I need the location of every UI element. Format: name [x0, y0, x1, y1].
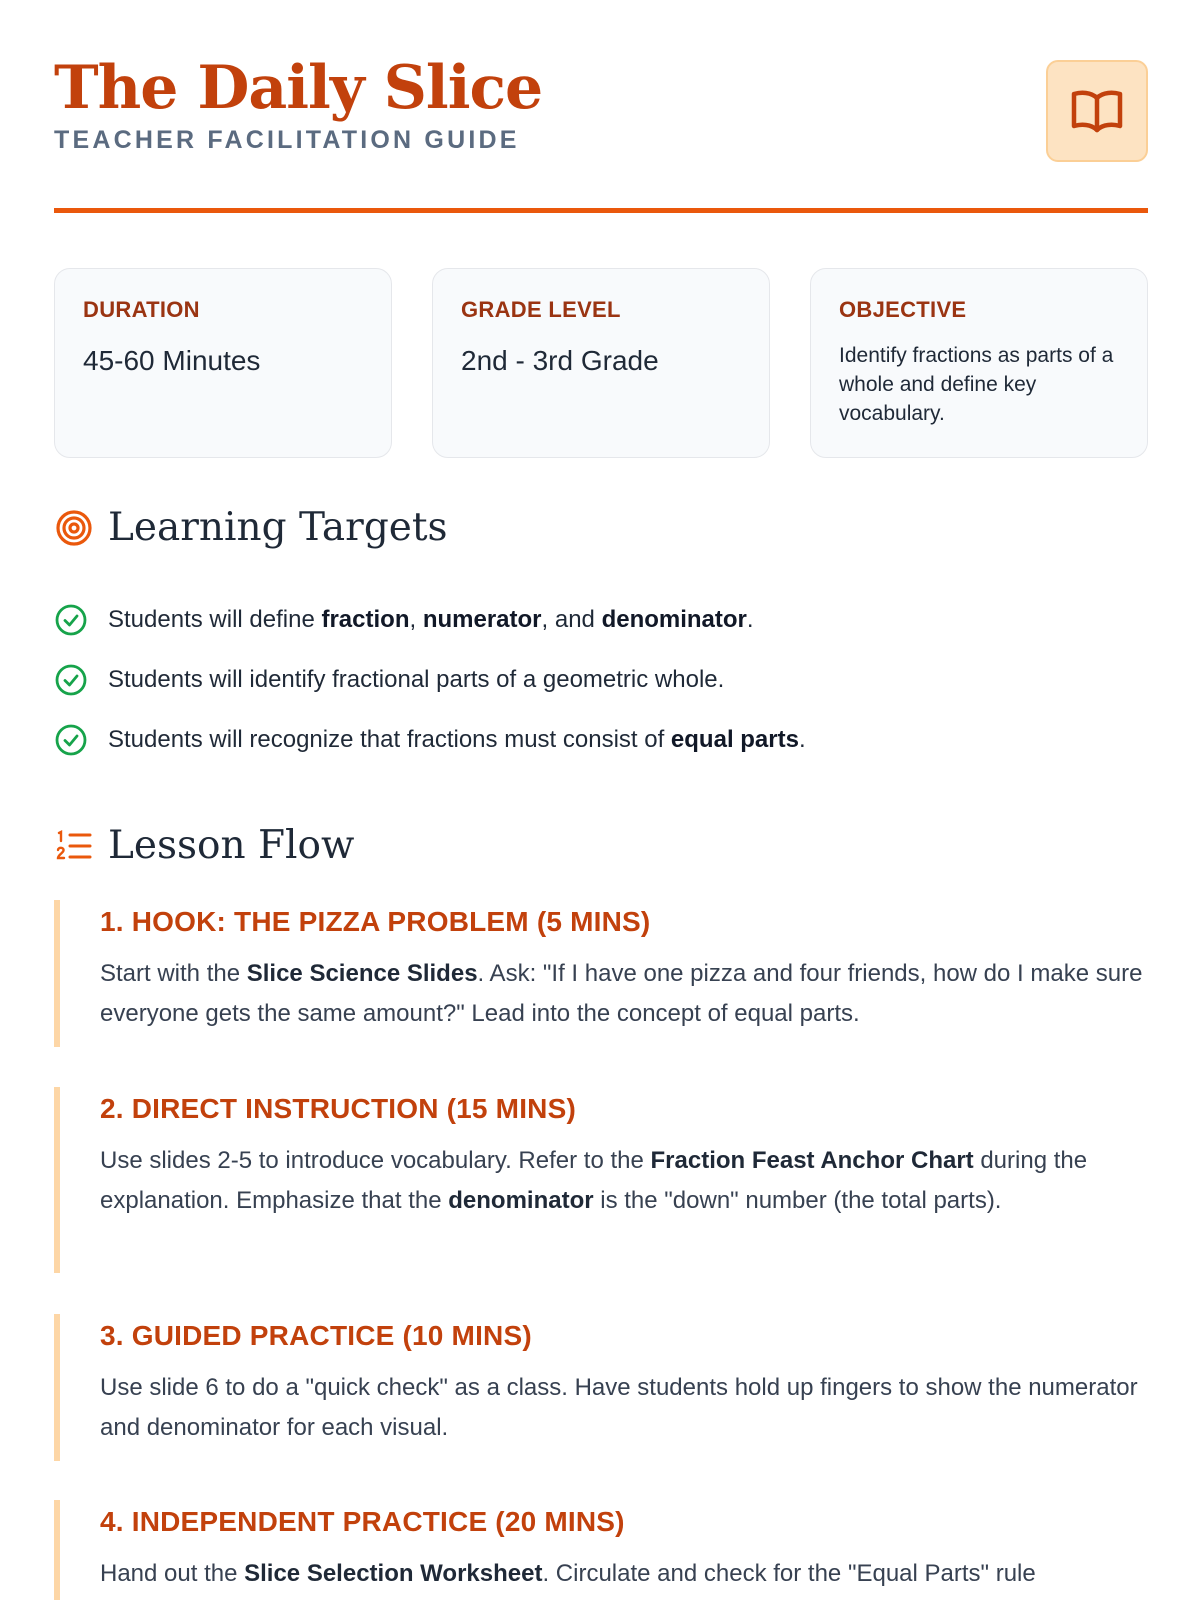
list-item	[54, 650, 1148, 710]
lesson-step-2	[54, 1087, 1148, 1273]
grade-level-card	[432, 268, 770, 458]
step-body: Hand out the Slice Selection Worksheet. Circulate and check for the "Equal Parts" rule	[100, 1560, 1036, 1587]
learning-targets-list	[54, 590, 1148, 770]
lesson-step-4	[54, 1500, 1148, 1600]
check-circle-icon	[54, 723, 88, 757]
objective-card	[810, 268, 1148, 458]
list-item	[54, 710, 1148, 770]
page-title: The Daily Slice	[54, 53, 543, 123]
step-body: Use slides 2-5 to introduce vocabulary. Refer to the Fraction Feast Anchor Chart during the explanation. Emphasize that the denominator is the "down" number (the total parts).	[100, 1147, 1088, 1214]
book-open-icon	[1046, 60, 1148, 162]
step-title: 3. GUIDED PRACTICE (10 MINS)	[100, 1320, 532, 1351]
step-title: 2. DIRECT INSTRUCTION (15 MINS)	[100, 1093, 577, 1124]
header	[54, 52, 1148, 155]
lesson-step-1	[54, 900, 1148, 1047]
lesson-step-3	[54, 1314, 1148, 1461]
step-body: Use slide 6 to do a "quick check" as a class. Have students hold up fingers to show the numerator and denominator for each visual.	[100, 1374, 1138, 1441]
card-value: 2nd - 3rd Grade	[461, 345, 659, 376]
target-text: Students will identify fractional parts of a geometric whole.	[108, 666, 725, 693]
step-body: Start with the Slice Science Slides. Ask: "If I have one pizza and four friends, how do I make sure everyone gets the same amount?" Lead into the concept of equal parts.	[100, 960, 1143, 1027]
duration-card	[54, 268, 392, 458]
check-circle-icon	[54, 663, 88, 697]
step-title: 1. HOOK: THE PIZZA PROBLEM (5 MINS)	[100, 906, 651, 937]
target-text: Students will define fraction, numerator, and denominator.	[108, 606, 754, 633]
list-item	[54, 590, 1148, 650]
target-icon	[54, 508, 94, 548]
info-cards	[54, 268, 1148, 458]
header-divider	[54, 208, 1148, 213]
target-text: Students will recognize that fractions must consist of equal parts.	[108, 726, 806, 753]
learning-targets-heading	[54, 505, 448, 550]
card-label: OBJECTIVE	[839, 297, 967, 322]
step-title: 4. INDEPENDENT PRACTICE (20 MINS)	[100, 1506, 625, 1537]
card-value: Identify fractions as parts of a whole and define key vocabulary.	[839, 344, 1114, 425]
card-value: 45-60 Minutes	[83, 345, 261, 376]
section-title: Learning Targets	[108, 505, 448, 550]
check-circle-icon	[54, 603, 88, 637]
lesson-flow-heading	[54, 823, 354, 868]
numbered-list-icon	[54, 826, 94, 866]
section-title: Lesson Flow	[108, 823, 355, 868]
page-subtitle: TEACHER FACILITATION GUIDE	[54, 126, 520, 154]
card-label: DURATION	[83, 297, 200, 322]
card-label: GRADE LEVEL	[461, 297, 621, 322]
